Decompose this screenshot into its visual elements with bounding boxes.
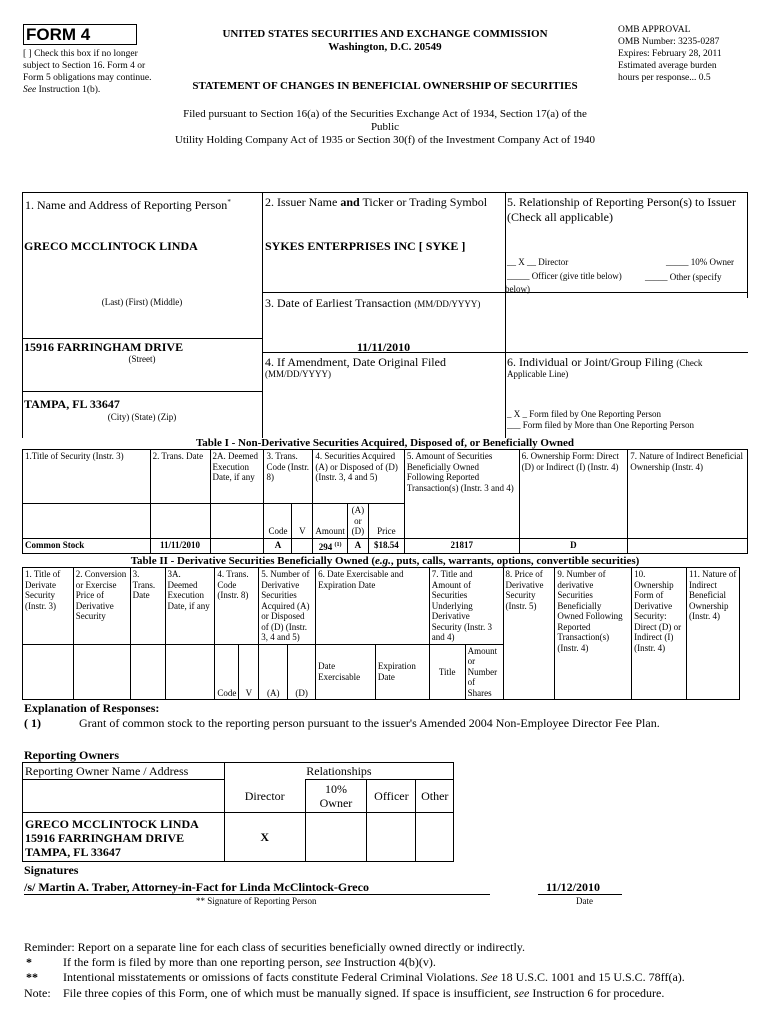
box3-label: 3. Date of Earliest Transaction (MM/DD/YYYY) [265, 296, 481, 310]
owners-heading: Reporting Owners [24, 748, 119, 762]
table1-title: Table I - Non-Derivative Securities Acquired, Disposed of, or Beneficially Owned [195, 437, 575, 449]
box5-label: 5. Relationship of Reporting Person(s) to Issuer [507, 195, 736, 209]
owners-col-officer: Officer [367, 780, 416, 813]
t1-trans-date: 11/11/2010 [150, 538, 210, 554]
t2-sub-v: V [239, 644, 259, 700]
t2-sub-title: Title [429, 644, 465, 700]
owners-col-ten-percent: 10% Owner [305, 780, 367, 813]
t2-h6: 6. Date Exercisable and Expiration Date [316, 568, 430, 645]
explanation-heading: Explanation of Responses: [24, 701, 160, 715]
box6-label: 6. Individual or Joint/Group Filing (Check [507, 355, 703, 369]
box4-label: 4. If Amendment, Date Original Filed [265, 355, 446, 369]
signature-date: 11/12/2010 [546, 880, 601, 894]
owners-col-director: Director [224, 780, 305, 813]
t2-h1: 1. Title of Derivate Security (Instr. 3) [23, 568, 74, 645]
t2-sub-d: (D) [288, 644, 316, 700]
city-sublabel: (City) (State) (Zip) [107, 412, 177, 422]
t2-sub-date-exercisable: Date Exercisable [316, 644, 376, 700]
t2-h3: 3. Trans. Date [130, 568, 165, 645]
star-text: If the form is filed by more than one reporting person, see Instruction 4(b)(v). [63, 955, 436, 969]
signatures-heading: Signatures [24, 863, 79, 877]
t2-h3a: 3A. Deemed Execution Date, if any [165, 568, 215, 645]
t1-sub-code: Code [264, 504, 292, 539]
t2-h5: 5. Number of Derivative Securities Acquired (A) or Disposed of (D) (Instr. 3, 4 and 5) [259, 568, 316, 645]
note-text: File three copies of this Form, one of which must be manually signed. If space is insufficient, see Instruction 6 for procedure. [63, 986, 665, 1000]
t2-sub-code: Code [215, 644, 239, 700]
date-label: Date [576, 896, 593, 906]
table2-title: Table II - Derivative Securities Beneficially Owned (e.g., puts, calls, warrants, options, convertible securities) [130, 555, 640, 567]
reminder: Reminder: Report on a separate line for each class of securities beneficially owned directly or indirectly. [24, 940, 526, 954]
t1-code: A [264, 538, 292, 554]
owners-col-relationships: Relationships [224, 763, 453, 780]
t1-price: $18.54 [368, 538, 404, 554]
table-row [23, 538, 748, 554]
statement-title: STATEMENT OF CHANGES IN BENEFICIAL OWNERSHIP OF SECURITIES [192, 80, 578, 92]
t2-h8: 8. Price of Derivative Security (Instr. 5) [503, 568, 555, 700]
ten-percent-checkbox: _____ 10% Owner [666, 257, 734, 267]
double-star-mark: ** [26, 970, 38, 984]
t1-sub-ad: (A) or (D) [347, 504, 368, 539]
t2-h9: 9. Number of derivative Securities Beneficially Owned Following Reported Transaction(s) (Instr. 4) [555, 568, 632, 700]
officer-checkbox: _____ Officer (give title below) [507, 271, 622, 281]
t2-h10: 10. Ownership Form of Derivative Security: Direct (D) or Indirect (I) (Instr. 4) [632, 568, 687, 700]
form-title: FORM 4 [26, 25, 91, 44]
owner-address: GRECO MCCLINTOCK LINDA 15916 FARRINGHAM DRIVE TAMPA, FL 33647 [23, 813, 225, 862]
other-checkbox: _____ Other (specify below) [505, 272, 722, 294]
name-sublabel: (Last) (First) (Middle) [101, 297, 183, 307]
signature-label: ** Signature of Reporting Person [196, 896, 317, 906]
t2-h7: 7. Title and Amount of Securities Underlying Derivative Security (Instr. 3 and 4) [429, 568, 503, 645]
t1-sub-price: Price [368, 504, 404, 539]
t1-h7: 7. Nature of Indirect Beneficial Ownership (Instr. 4) [628, 450, 748, 539]
t2-h4: 4. Trans. Code (Instr. 8) [215, 568, 259, 645]
box1-label: 1. Name and Address of Reporting Person* [25, 198, 231, 212]
owners-col-name: Reporting Owner Name / Address [23, 763, 225, 780]
omb-approval: OMB APPROVAL OMB Number: 3235-0287 Expires: February 28, 2011 Estimated average burden hours per response... 0.5 [618, 25, 722, 83]
t2-h11: 11. Nature of Indirect Beneficial Ownership (Instr. 4) [687, 568, 740, 700]
agency-location: Washington, D.C. 20549 [328, 41, 442, 53]
filed-pursuant: Filed pursuant to Section 16(a) of the Securities Exchange Act of 1934, Section 17(a) of the Public Utility Holding Company Act of 1935 or Section 30(f) of the Investment Company Act of 1940 [174, 108, 596, 146]
box6-sublabel: Applicable Line) [507, 369, 569, 379]
reporting-owners-table [22, 762, 454, 862]
t1-h1: 1.Title of Security (Instr. 3) [23, 450, 151, 504]
t2-sub-amount: Amount or Number of Shares [465, 644, 503, 700]
note-label: Note: [24, 986, 51, 1000]
reporting-person-street: 15916 FARRINGHAM DRIVE [24, 340, 184, 354]
derivative-table [22, 567, 740, 700]
issuer-name: SYKES ENTERPRISES INC [ SYKE ] [265, 239, 466, 253]
t1-ownership-form: D [519, 538, 628, 554]
t1-sub-amount: Amount [313, 504, 348, 539]
t1-h6: 6. Ownership Form: Direct (D) or Indirect (I) (Instr. 4) [519, 450, 628, 539]
street-sublabel: (Street) [128, 354, 156, 364]
t1-security-title: Common Stock [23, 538, 151, 554]
agency-name: UNITED STATES SECURITIES AND EXCHANGE COMMISSION [222, 28, 548, 40]
reporting-person-city: TAMPA, FL 33647 [24, 397, 120, 411]
star-mark: * [26, 955, 32, 969]
check-box-notice: [ ] Check this box if no longer subject to Section 16. Form 4 or Form 5 obligations may continue. See Instruction 1(b). [23, 49, 152, 95]
t2-h2: 2. Conversion or Exercise Price of Derivative Security [73, 568, 130, 645]
t1-sub-v: V [292, 504, 313, 539]
table-row [23, 813, 454, 862]
non-derivative-table [22, 449, 748, 554]
t1-owned: 21817 [404, 538, 519, 554]
reporting-person-name: GRECO MCCLINTOCK LINDA [24, 239, 198, 253]
t1-h5: 5. Amount of Securities Beneficially Owned Following Reported Transaction(s) (Instr. 3 and 4) [404, 450, 519, 539]
t1-h2: 2. Trans. Date [150, 450, 210, 504]
t1-h4: 4. Securities Acquired (A) or Disposed of (D) (Instr. 3, 4 and 5) [313, 450, 404, 504]
t1-acquired-disposed: A [347, 538, 368, 554]
form-title-box [23, 24, 137, 45]
earliest-transaction-date: 11/11/2010 [356, 340, 411, 354]
t1-h3: 3. Trans. Code (Instr. 8) [264, 450, 313, 504]
filing-option-one: _ X _ Form filed by One Reporting Person [507, 409, 661, 419]
t2-sub-a: (A) [259, 644, 288, 700]
owner-director-mark: X [224, 813, 305, 862]
owners-col-other: Other [416, 780, 454, 813]
box4-format: (MM/DD/YYYY) [265, 369, 331, 379]
box2-label: 2. Issuer Name and Ticker or Trading Symbol [265, 195, 488, 209]
double-star-text: Intentional misstatements or omissions of facts constitute Federal Criminal Violations. See 18 U.S.C. 1001 and 15 U.S.C. 78ff(a). [63, 970, 685, 984]
filing-option-group: ___ Form filed by More than One Reporting Person [507, 420, 694, 430]
signature: /s/ Martin A. Traber, Attorney-in-Fact for Linda McClintock-Greco [24, 880, 369, 894]
t1-amount: 294 $^{(1)}$ [313, 538, 348, 554]
director-checkbox: __ X __ Director [507, 257, 569, 267]
t2-sub-expiration: Expiration Date [375, 644, 429, 700]
footnote-number: ( 1) [24, 716, 41, 730]
t1-h2a: 2A. Deemed Execution Date, if any [210, 450, 264, 504]
box5-sublabel: (Check all applicable) [507, 210, 613, 224]
footnote-text: Grant of common stock to the reporting person pursuant to the issuer's Amended 2004 Non-Employee Director Fee Plan. [79, 716, 660, 730]
